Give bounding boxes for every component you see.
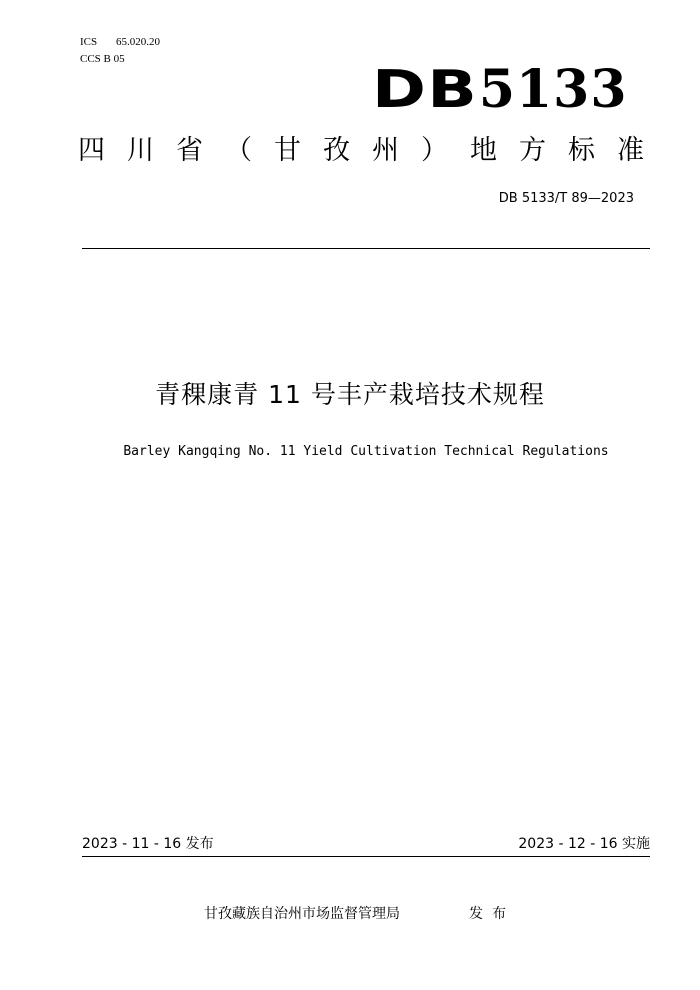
ics-row [80, 34, 160, 51]
db-standard-logo [372, 58, 628, 120]
db-logo-letters: DB [372, 60, 479, 120]
ccs-label: CCS [80, 53, 101, 65]
ics-value: 65.020.20 [116, 36, 160, 48]
ccs-value: B 05 [103, 53, 125, 65]
implementation-date: 2023 - 12 - 16 实施 [518, 836, 650, 852]
ccs-row [80, 51, 160, 68]
header-divider [82, 248, 650, 249]
issuing-authority: 甘孜藏族自治州市场监督管理局 [204, 906, 400, 922]
issue-action: 发布 [469, 906, 515, 922]
issue-date: 2023 - 11 - 16 发布 [82, 836, 214, 852]
standard-number: DB 5133/T 89—2023 [498, 191, 634, 206]
db-logo-number: 5133 [478, 59, 628, 120]
document-title-english: Barley Kangqing No. 11 Yield Cultivation Technical Regulations [123, 444, 609, 459]
footer-divider [82, 856, 650, 857]
classification-codes [80, 34, 160, 68]
ics-label: ICS [80, 36, 98, 48]
document-title-chinese: 青稞康青 11 号丰产栽培技术规程 [155, 380, 545, 409]
standard-type-heading: 四川省（甘孜州）地方标准 [78, 135, 666, 166]
